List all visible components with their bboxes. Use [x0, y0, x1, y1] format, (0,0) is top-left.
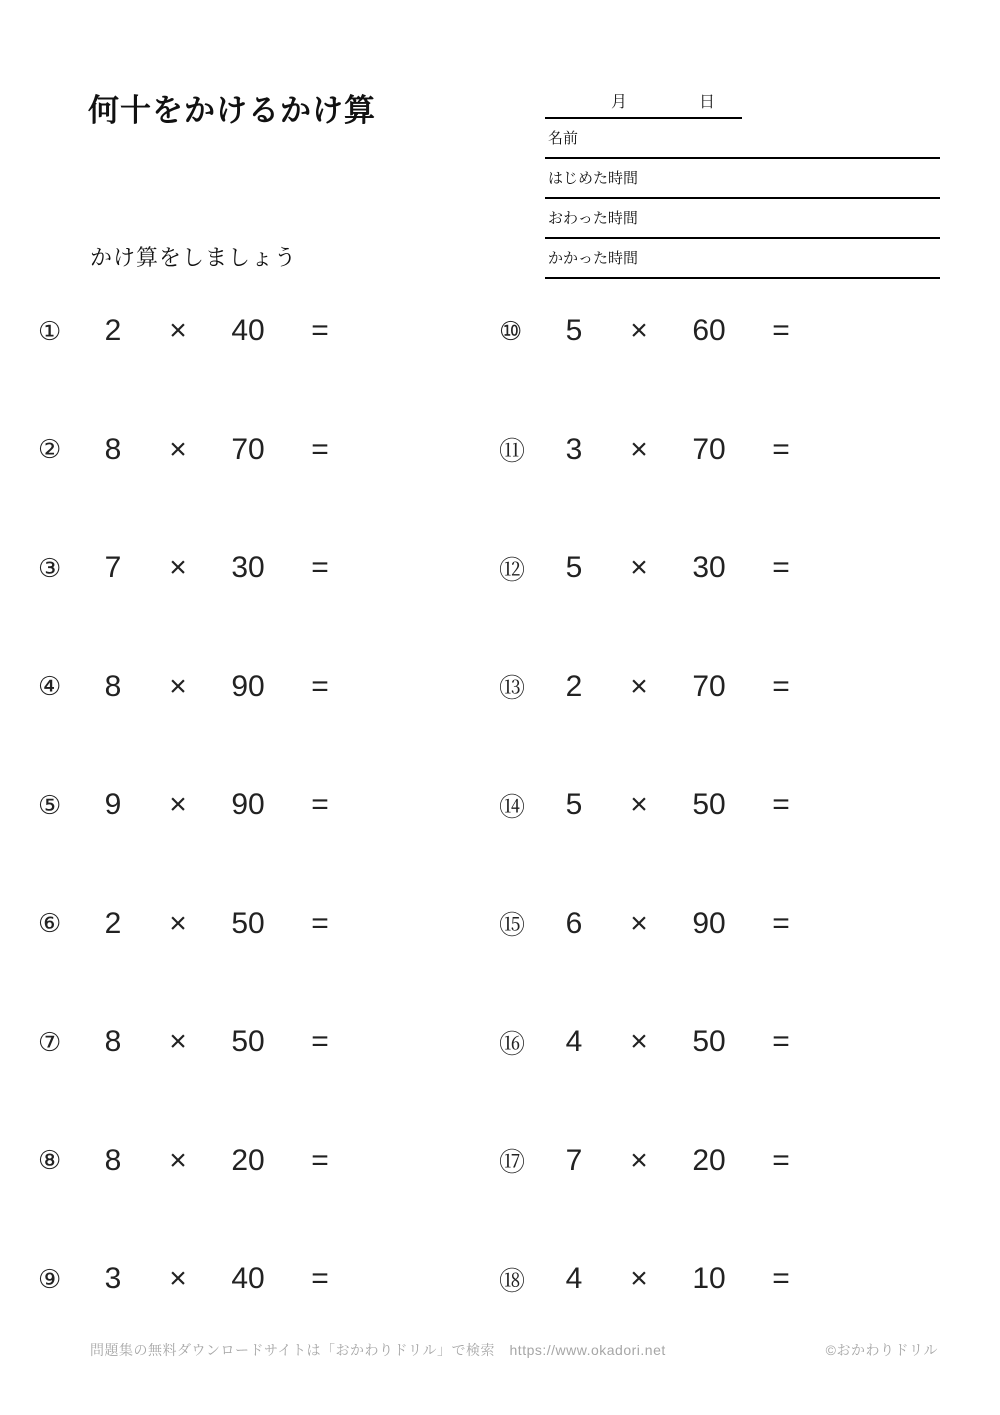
- times-sign: ×: [169, 432, 187, 466]
- equals-sign: =: [311, 1262, 329, 1296]
- problem-row: [38, 1102, 472, 1221]
- problems-column-left: [38, 272, 472, 1339]
- problem-number-badge: ⑪: [499, 436, 526, 467]
- problem-number-badge: ⑬: [499, 673, 526, 704]
- problem-row: [38, 1220, 472, 1339]
- problem-row: [38, 509, 472, 628]
- multiplicand: 3: [104, 1262, 122, 1296]
- problem-row: [499, 865, 933, 984]
- problem-row: [499, 1102, 933, 1221]
- problem-number-badge: ④: [38, 671, 62, 702]
- problem-number-badge: ③: [38, 552, 62, 583]
- times-sign: ×: [169, 788, 187, 822]
- times-sign: ×: [169, 669, 187, 703]
- multiplicand: 2: [104, 906, 122, 940]
- multiplicand: 3: [565, 432, 583, 466]
- multiplicand: 6: [565, 906, 583, 940]
- multiplicand: 5: [565, 314, 583, 348]
- times-sign: ×: [630, 669, 648, 703]
- times-sign: ×: [630, 906, 648, 940]
- problem-row: [38, 391, 472, 510]
- multiplier: 40: [231, 1262, 265, 1296]
- start-time-label: はじめた時間: [548, 170, 639, 187]
- multiplicand: 8: [104, 669, 122, 703]
- problem-number-badge: ⑱: [499, 1265, 526, 1296]
- problem-number-badge: ②: [38, 434, 62, 465]
- equals-sign: =: [772, 1025, 790, 1059]
- multiplier: 30: [692, 551, 726, 585]
- problem-row: [499, 628, 933, 747]
- problem-number-badge: ⑩: [499, 315, 523, 346]
- multiplier: 70: [231, 432, 265, 466]
- name-field-row: [545, 119, 940, 159]
- problem-number-badge: ⑨: [38, 1263, 62, 1294]
- problem-number-badge: ⑯: [499, 1028, 526, 1059]
- multiplier: 50: [692, 788, 726, 822]
- times-sign: ×: [630, 1025, 648, 1059]
- problem-row: [38, 865, 472, 984]
- problem-number-badge: ⑦: [38, 1026, 62, 1057]
- end-time-label: おわった時間: [548, 210, 638, 227]
- problem-row: [499, 272, 933, 391]
- multiplier: 60: [692, 314, 726, 348]
- equals-sign: =: [772, 669, 790, 703]
- problem-row: [38, 628, 472, 747]
- multiplicand: 7: [565, 1143, 583, 1177]
- multiplier: 50: [231, 906, 265, 940]
- equals-sign: =: [311, 314, 329, 348]
- problem-number-badge: ⑮: [499, 910, 526, 941]
- month-label: 月: [611, 94, 628, 111]
- footer-copyright: ©おかわりドリル: [825, 1342, 938, 1358]
- page-title: 何十をかけるかけ算: [88, 92, 376, 128]
- times-sign: ×: [169, 551, 187, 585]
- times-sign: ×: [630, 788, 648, 822]
- equals-sign: =: [311, 551, 329, 585]
- equals-sign: =: [772, 314, 790, 348]
- instruction-text: かけ算をしましょう: [90, 245, 298, 270]
- problem-row: [38, 983, 472, 1102]
- date-row: [545, 78, 742, 119]
- day-label: 日: [699, 94, 716, 111]
- multiplier: 90: [231, 788, 265, 822]
- problem-number-badge: ⑰: [499, 1147, 526, 1178]
- multiplicand: 8: [104, 1143, 122, 1177]
- multiplicand: 5: [565, 788, 583, 822]
- problem-number-badge: ⑤: [38, 789, 62, 820]
- multiplier: 40: [231, 314, 265, 348]
- problems-column-right: [499, 272, 933, 1339]
- name-label: 名前: [548, 130, 579, 147]
- equals-sign: =: [311, 1143, 329, 1177]
- equals-sign: =: [311, 432, 329, 466]
- problem-number-badge: ⑧: [38, 1145, 62, 1176]
- multiplicand: 2: [104, 314, 122, 348]
- times-sign: ×: [630, 1143, 648, 1177]
- equals-sign: =: [311, 1025, 329, 1059]
- multiplier: 10: [692, 1262, 726, 1296]
- problem-row: [499, 391, 933, 510]
- equals-sign: =: [772, 1143, 790, 1177]
- equals-sign: =: [311, 788, 329, 822]
- multiplier: 90: [231, 669, 265, 703]
- times-sign: ×: [169, 1025, 187, 1059]
- times-sign: ×: [169, 1262, 187, 1296]
- equals-sign: =: [311, 906, 329, 940]
- multiplicand: 4: [565, 1262, 583, 1296]
- problem-number-badge: ①: [38, 315, 62, 346]
- equals-sign: =: [772, 906, 790, 940]
- times-sign: ×: [169, 314, 187, 348]
- multiplicand: 7: [104, 551, 122, 585]
- multiplier: 50: [231, 1025, 265, 1059]
- multiplicand: 5: [565, 551, 583, 585]
- equals-sign: =: [772, 788, 790, 822]
- multiplier: 50: [692, 1025, 726, 1059]
- problem-number-badge: ⑫: [499, 554, 526, 585]
- times-sign: ×: [630, 432, 648, 466]
- times-sign: ×: [169, 906, 187, 940]
- problem-row: [499, 509, 933, 628]
- times-sign: ×: [169, 1143, 187, 1177]
- end-time-field-row: [545, 199, 940, 239]
- header-info-table: [545, 78, 940, 279]
- times-sign: ×: [630, 1262, 648, 1296]
- problems-section: [0, 272, 1000, 1339]
- problem-row: [499, 983, 933, 1102]
- problem-row: [38, 272, 472, 391]
- problem-row: [499, 746, 933, 865]
- footer-note: 問題集の無料ダウンロードサイトは「おかわりドリル」で検索 https://www.okadori.net: [90, 1342, 666, 1358]
- problem-number-badge: ⑭: [499, 791, 526, 822]
- problem-row: [499, 1220, 933, 1339]
- times-sign: ×: [630, 551, 648, 585]
- multiplicand: 4: [565, 1025, 583, 1059]
- multiplier: 70: [692, 669, 726, 703]
- multiplicand: 9: [104, 788, 122, 822]
- elapsed-time-label: かかった時間: [548, 250, 639, 267]
- equals-sign: =: [772, 551, 790, 585]
- multiplicand: 2: [565, 669, 583, 703]
- multiplier: 20: [231, 1143, 265, 1177]
- multiplier: 70: [692, 432, 726, 466]
- problem-row: [38, 746, 472, 865]
- problem-number-badge: ⑥: [38, 908, 62, 939]
- times-sign: ×: [630, 314, 648, 348]
- equals-sign: =: [772, 1262, 790, 1296]
- multiplicand: 8: [104, 1025, 122, 1059]
- multiplicand: 8: [104, 432, 122, 466]
- equals-sign: =: [772, 432, 790, 466]
- start-time-field-row: [545, 159, 940, 199]
- equals-sign: =: [311, 669, 329, 703]
- multiplier: 30: [231, 551, 265, 585]
- multiplier: 20: [692, 1143, 726, 1177]
- multiplier: 90: [692, 906, 726, 940]
